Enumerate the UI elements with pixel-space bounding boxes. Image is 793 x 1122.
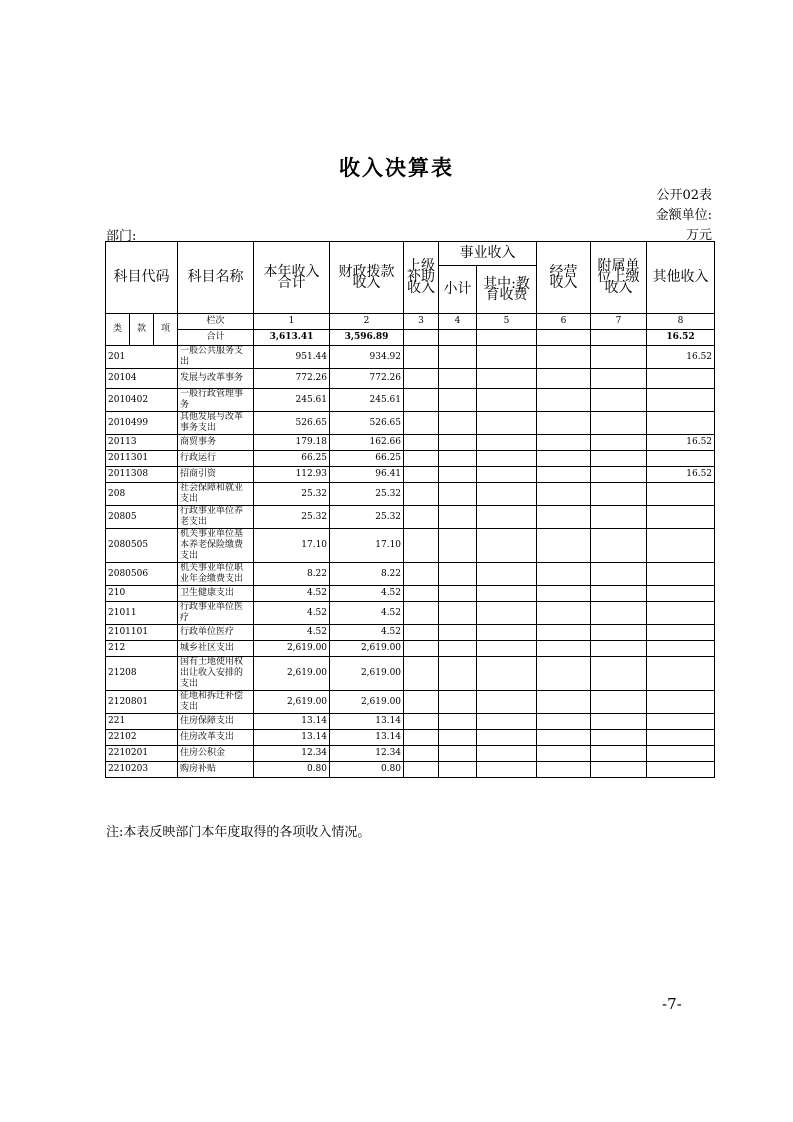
row-total: 4.52 (254, 602, 330, 625)
row-jingying (537, 369, 591, 389)
row-jingying (537, 602, 591, 625)
row-other (647, 691, 715, 714)
subheader-xiang: 项 (154, 314, 178, 346)
table-row (106, 389, 715, 412)
row-other (647, 602, 715, 625)
row-fushu (591, 714, 647, 730)
row-fushu (591, 529, 647, 563)
row-fiscal: 96.41 (330, 467, 404, 483)
row-fushu (591, 602, 647, 625)
row-xiaoji (439, 369, 477, 389)
row-code: 20113 (106, 435, 178, 451)
row-fushu (591, 506, 647, 529)
row-edu (477, 467, 537, 483)
table-row (106, 641, 715, 657)
row-subsidy (404, 412, 439, 435)
row-edu (477, 389, 537, 412)
row-jingying (537, 714, 591, 730)
row-code: 20104 (106, 369, 178, 389)
row-total: 25.32 (254, 506, 330, 529)
row-code: 2011301 (106, 451, 178, 467)
row-fushu (591, 762, 647, 778)
row-other: 16.52 (647, 435, 715, 451)
row-total: 17.10 (254, 529, 330, 563)
row-code: 20805 (106, 506, 178, 529)
row-fushu (591, 563, 647, 586)
row-other (647, 529, 715, 563)
row-other (647, 746, 715, 762)
row-name: 征地和拆迁补偿支出 (178, 691, 254, 714)
header-fushu: 附属单位上缴收入 (591, 242, 647, 314)
row-subsidy (404, 691, 439, 714)
unit-value: 万元 (685, 228, 712, 243)
row-edu (477, 691, 537, 714)
row-jingying (537, 506, 591, 529)
row-other (647, 389, 715, 412)
row-code: 221 (106, 714, 178, 730)
table-row (106, 346, 715, 369)
table-row (106, 529, 715, 563)
row-jingying (537, 730, 591, 746)
row-fiscal: 2,619.00 (330, 657, 404, 691)
table-row (106, 730, 715, 746)
row-code: 22102 (106, 730, 178, 746)
total-row-other: 16.52 (647, 330, 715, 346)
row-edu (477, 641, 537, 657)
col-number: 2 (330, 314, 404, 330)
table-row (106, 467, 715, 483)
row-name: 机关事业单位职业年金缴费支出 (178, 563, 254, 586)
row-subsidy (404, 389, 439, 412)
row-total: 4.52 (254, 625, 330, 641)
row-xiaoji (439, 467, 477, 483)
row-edu (477, 506, 537, 529)
header-edu: 其中:教育收费 (477, 266, 537, 314)
row-xiaoji (439, 657, 477, 691)
col-number: 4 (439, 314, 477, 330)
row-jingying (537, 435, 591, 451)
row-name: 商贸事务 (178, 435, 254, 451)
row-fushu (591, 746, 647, 762)
row-fiscal: 2,619.00 (330, 691, 404, 714)
row-total: 66.25 (254, 451, 330, 467)
row-fiscal: 772.26 (330, 369, 404, 389)
row-edu (477, 346, 537, 369)
row-edu (477, 602, 537, 625)
row-xiaoji (439, 435, 477, 451)
row-xiaoji (439, 691, 477, 714)
row-jingying (537, 529, 591, 563)
row-subsidy (404, 467, 439, 483)
col-number: 5 (477, 314, 537, 330)
row-fushu (591, 467, 647, 483)
row-jingying (537, 412, 591, 435)
row-edu (477, 714, 537, 730)
row-xiaoji (439, 529, 477, 563)
table-row (106, 451, 715, 467)
row-fiscal: 12.34 (330, 746, 404, 762)
row-code: 208 (106, 483, 178, 506)
row-subsidy (404, 602, 439, 625)
col-number: 6 (537, 314, 591, 330)
table-row (106, 586, 715, 602)
row-name: 机关事业单位基本养老保险缴费支出 (178, 529, 254, 563)
row-other (647, 625, 715, 641)
row-subsidy (404, 657, 439, 691)
row-total: 526.65 (254, 412, 330, 435)
page-title: 收入决算表 (339, 155, 454, 180)
row-xiaoji (439, 762, 477, 778)
header-name: 科目名称 (178, 242, 254, 314)
row-code: 2010402 (106, 389, 178, 412)
row-subsidy (404, 730, 439, 746)
row-code: 201 (106, 346, 178, 369)
row-edu (477, 625, 537, 641)
row-total: 772.26 (254, 369, 330, 389)
row-jingying (537, 563, 591, 586)
row-fiscal: 4.52 (330, 602, 404, 625)
row-jingying (537, 762, 591, 778)
row-jingying (537, 691, 591, 714)
total-row-total: 3,613.41 (254, 330, 330, 346)
row-total: 12.34 (254, 746, 330, 762)
row-total: 4.52 (254, 586, 330, 602)
table-row (106, 625, 715, 641)
row-fushu (591, 435, 647, 451)
table-row (106, 691, 715, 714)
row-total: 112.93 (254, 467, 330, 483)
header-jingying: 经营收入 (537, 242, 591, 314)
row-fiscal: 4.52 (330, 586, 404, 602)
row-subsidy (404, 641, 439, 657)
row-xiaoji (439, 451, 477, 467)
row-fiscal: 0.80 (330, 762, 404, 778)
header-other: 其他收入 (647, 242, 715, 314)
table-row (106, 746, 715, 762)
row-other (647, 657, 715, 691)
row-fushu (591, 451, 647, 467)
row-other (647, 483, 715, 506)
row-other (647, 412, 715, 435)
row-jingying (537, 346, 591, 369)
row-fushu (591, 730, 647, 746)
row-name: 行政事业单位养老支出 (178, 506, 254, 529)
row-name: 招商引资 (178, 467, 254, 483)
row-xiaoji (439, 346, 477, 369)
row-name: 其他发展与改革事务支出 (178, 412, 254, 435)
row-code: 2011308 (106, 467, 178, 483)
header-code: 科目代码 (106, 242, 178, 314)
subheader-kuan: 款 (130, 314, 154, 346)
row-total: 2,619.00 (254, 691, 330, 714)
row-code: 2120801 (106, 691, 178, 714)
row-other (647, 563, 715, 586)
header-xiaoji: 小计 (439, 266, 477, 314)
row-name: 发展与改革事务 (178, 369, 254, 389)
row-fiscal: 934.92 (330, 346, 404, 369)
row-total: 13.14 (254, 730, 330, 746)
row-edu (477, 762, 537, 778)
table-row (106, 483, 715, 506)
row-code: 2080506 (106, 563, 178, 586)
header-total: 本年收入合计 (254, 242, 330, 314)
row-fushu (591, 412, 647, 435)
row-fiscal: 526.65 (330, 412, 404, 435)
row-xiaoji (439, 586, 477, 602)
row-name: 行政事业单位医疗 (178, 602, 254, 625)
row-code: 2010499 (106, 412, 178, 435)
row-other (647, 641, 715, 657)
row-fushu (591, 369, 647, 389)
row-total: 0.80 (254, 762, 330, 778)
row-subsidy (404, 346, 439, 369)
row-other (647, 714, 715, 730)
row-subsidy (404, 563, 439, 586)
row-fiscal: 8.22 (330, 563, 404, 586)
row-xiaoji (439, 389, 477, 412)
row-code: 2101101 (106, 625, 178, 641)
col-number: 1 (254, 314, 330, 330)
row-name: 住房公积金 (178, 746, 254, 762)
row-name: 住房改革支出 (178, 730, 254, 746)
row-xiaoji (439, 563, 477, 586)
row-name: 行政运行 (178, 451, 254, 467)
row-total: 8.22 (254, 563, 330, 586)
table-row (106, 369, 715, 389)
row-fushu (591, 691, 647, 714)
col-number: 7 (591, 314, 647, 330)
row-subsidy (404, 714, 439, 730)
row-fiscal: 13.14 (330, 730, 404, 746)
row-fiscal: 162.66 (330, 435, 404, 451)
row-xiaoji (439, 641, 477, 657)
row-jingying (537, 586, 591, 602)
row-fushu (591, 625, 647, 641)
row-fiscal: 4.52 (330, 625, 404, 641)
row-jingying (537, 483, 591, 506)
row-code: 2210201 (106, 746, 178, 762)
row-name: 购房补贴 (178, 762, 254, 778)
col-number: 8 (647, 314, 715, 330)
row-xiaoji (439, 483, 477, 506)
row-code: 21011 (106, 602, 178, 625)
row-edu (477, 435, 537, 451)
row-name: 卫生健康支出 (178, 586, 254, 602)
row-xiaoji (439, 412, 477, 435)
header-fiscal: 财政拨款收入 (330, 242, 404, 314)
row-name: 一般公共服务支出 (178, 346, 254, 369)
row-other (647, 586, 715, 602)
row-total: 25.32 (254, 483, 330, 506)
row-jingying (537, 389, 591, 412)
row-subsidy (404, 625, 439, 641)
row-edu (477, 657, 537, 691)
row-fiscal: 17.10 (330, 529, 404, 563)
row-other (647, 762, 715, 778)
row-edu (477, 483, 537, 506)
row-subsidy (404, 529, 439, 563)
table-row (106, 762, 715, 778)
row-jingying (537, 451, 591, 467)
row-fiscal: 25.32 (330, 506, 404, 529)
row-name: 社会保障和就业支出 (178, 483, 254, 506)
row-subsidy (404, 451, 439, 467)
row-total: 2,619.00 (254, 641, 330, 657)
row-subsidy (404, 746, 439, 762)
row-xiaoji (439, 602, 477, 625)
subheader-lei: 类 (106, 314, 130, 346)
header-subsidy: 上级补助收入 (404, 242, 439, 314)
row-total: 179.18 (254, 435, 330, 451)
row-edu (477, 412, 537, 435)
row-jingying (537, 467, 591, 483)
row-name: 一般行政管理事务 (178, 389, 254, 412)
row-other (647, 730, 715, 746)
income-table (105, 241, 715, 778)
table-row (106, 506, 715, 529)
table-number: 公开02表 (656, 188, 712, 203)
row-xiaoji (439, 625, 477, 641)
row-fiscal: 25.32 (330, 483, 404, 506)
row-code: 210 (106, 586, 178, 602)
row-edu (477, 746, 537, 762)
row-fiscal: 66.25 (330, 451, 404, 467)
row-xiaoji (439, 730, 477, 746)
total-row-fiscal: 3,596.89 (330, 330, 404, 346)
row-subsidy (404, 369, 439, 389)
row-other (647, 451, 715, 467)
unit-label: 金额单位: (655, 208, 712, 223)
row-code: 2210203 (106, 762, 178, 778)
subheader-lanci: 栏次 (178, 314, 254, 330)
row-subsidy (404, 762, 439, 778)
row-subsidy (404, 506, 439, 529)
row-fiscal: 2,619.00 (330, 641, 404, 657)
row-jingying (537, 746, 591, 762)
table-row (106, 563, 715, 586)
row-xiaoji (439, 714, 477, 730)
row-total: 951.44 (254, 346, 330, 369)
page-number: -7- (662, 995, 682, 1013)
row-fushu (591, 657, 647, 691)
row-fushu (591, 483, 647, 506)
row-other: 16.52 (647, 346, 715, 369)
row-fushu (591, 346, 647, 369)
row-name: 行政单位医疗 (178, 625, 254, 641)
row-jingying (537, 657, 591, 691)
row-other: 16.52 (647, 467, 715, 483)
row-edu (477, 529, 537, 563)
row-other (647, 369, 715, 389)
table-row (106, 714, 715, 730)
row-name: 住房保障支出 (178, 714, 254, 730)
row-total: 245.61 (254, 389, 330, 412)
table-row (106, 602, 715, 625)
row-name: 国有土地使用权出让收入安排的支出 (178, 657, 254, 691)
row-code: 212 (106, 641, 178, 657)
row-other (647, 506, 715, 529)
row-fushu (591, 641, 647, 657)
row-subsidy (404, 586, 439, 602)
row-code: 21208 (106, 657, 178, 691)
row-edu (477, 586, 537, 602)
row-total: 13.14 (254, 714, 330, 730)
table-row (106, 435, 715, 451)
table-row (106, 657, 715, 691)
row-fiscal: 13.14 (330, 714, 404, 730)
row-fushu (591, 389, 647, 412)
row-name: 城乡社区支出 (178, 641, 254, 657)
row-subsidy (404, 483, 439, 506)
department-label: 部门: (106, 229, 137, 244)
row-xiaoji (439, 506, 477, 529)
row-total: 2,619.00 (254, 657, 330, 691)
row-fiscal: 245.61 (330, 389, 404, 412)
row-edu (477, 563, 537, 586)
row-edu (477, 451, 537, 467)
row-fushu (591, 586, 647, 602)
table-row (106, 412, 715, 435)
row-jingying (537, 625, 591, 641)
total-row-label: 合计 (178, 330, 254, 346)
footnote: 注:本表反映部门本年度取得的各项收入情况。 (106, 825, 371, 840)
row-code: 2080505 (106, 529, 178, 563)
row-edu (477, 730, 537, 746)
row-edu (477, 369, 537, 389)
col-number: 3 (404, 314, 439, 330)
header-shiye: 事业收入 (439, 242, 537, 266)
row-xiaoji (439, 746, 477, 762)
row-subsidy (404, 435, 439, 451)
row-jingying (537, 641, 591, 657)
